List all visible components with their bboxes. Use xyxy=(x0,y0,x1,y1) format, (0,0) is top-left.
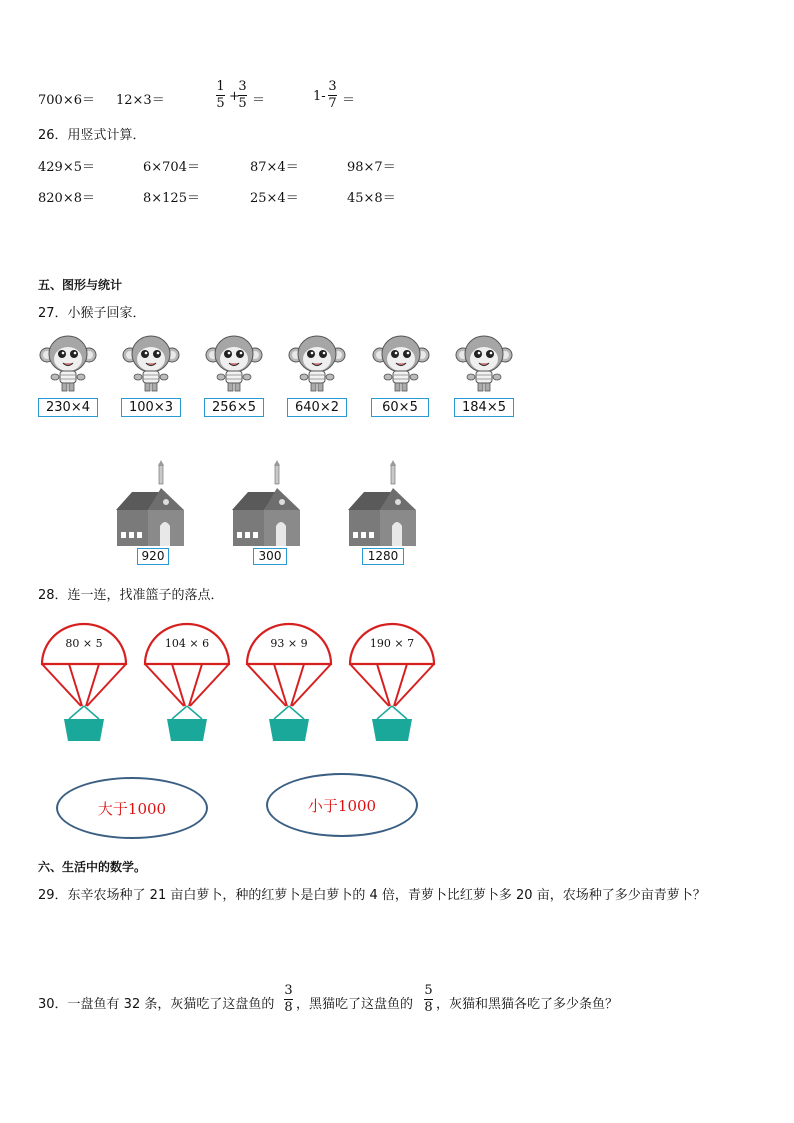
fraction-1-5: 1 5 xyxy=(216,79,225,111)
q26-expr: 6×704＝ xyxy=(143,160,200,175)
question-30-part2: ，黑猫吃了这盘鱼的 xyxy=(296,997,414,1012)
equals-sign: ＝ xyxy=(342,93,356,108)
oval-label: 小于1000 xyxy=(307,796,377,815)
monkey-expression-box[interactable]: 256×5 xyxy=(204,398,264,417)
fraction-3-8: 3 8 xyxy=(284,983,293,1015)
monkey-expression-box[interactable]: 230×4 xyxy=(38,398,98,417)
house-icon xyxy=(114,460,188,548)
q26-expr: 87×4＝ xyxy=(250,160,299,175)
fraction-3-5: 3 5 xyxy=(238,79,247,111)
house-icon xyxy=(346,460,420,548)
q26-expr: 45×8＝ xyxy=(347,191,396,206)
house-value-box[interactable]: 1280 xyxy=(362,548,404,565)
monkey-icon xyxy=(204,333,264,395)
fraction-3-7: 3 7 xyxy=(328,79,337,111)
monkey-expression-box[interactable]: 640×2 xyxy=(287,398,347,417)
house-value-box[interactable]: 300 xyxy=(253,548,287,565)
fraction-5-8: 5 8 xyxy=(424,983,433,1015)
monkey-expression-box[interactable]: 60×5 xyxy=(371,398,429,417)
oval-less-than-1000[interactable] xyxy=(266,773,418,837)
question-28-title: 28．连一连，找准篮子的落点． xyxy=(38,588,224,603)
q26-expr: 820×8＝ xyxy=(38,191,95,206)
q26-expr: 429×5＝ xyxy=(38,160,95,175)
question-30-part1: 30．一盘鱼有 32 条，灰猫吃了这盘鱼的 xyxy=(38,997,275,1012)
parachute-expression: 93 × 9 xyxy=(270,637,308,650)
one-minus: 1- xyxy=(313,89,326,104)
oval-label: 大于1000 xyxy=(97,799,167,818)
question-29-text: 29．东辛农场种了 21 亩白萝卜，种的红萝卜是白萝卜的 4 倍，青萝卜比红萝卜多 20 亩，农场种了多少亩青萝卜？ xyxy=(38,888,706,903)
house-icon xyxy=(230,460,304,548)
oval-greater-than-1000[interactable] xyxy=(56,777,208,839)
parachute-expression: 80 × 5 xyxy=(65,637,103,650)
section-6-heading: 六、生活中的数学。 xyxy=(38,860,147,874)
parachute-expression: 190 × 7 xyxy=(369,637,415,650)
monkey-expression-box[interactable]: 184×5 xyxy=(454,398,514,417)
section-5-heading: 五、图形与统计 xyxy=(38,278,123,292)
house-value-box[interactable]: 920 xyxy=(137,548,169,565)
question-27-title: 27．小猴子回家． xyxy=(38,306,146,321)
q26-expr: 8×125＝ xyxy=(143,191,200,206)
equals-sign: ＝ xyxy=(252,93,266,108)
monkey-icon xyxy=(38,333,98,395)
parachute-expression: 104 × 6 xyxy=(164,637,210,650)
monkey-icon xyxy=(287,333,347,395)
q26-expr: 25×4＝ xyxy=(250,191,299,206)
expr-12x3: 12×3＝ xyxy=(116,93,165,108)
expr-700x6: 700×6＝ xyxy=(38,93,95,108)
question-26-title: 26．用竖式计算． xyxy=(38,128,146,143)
question-30-part3: ，灰猫和黑猫各吃了多少条鱼？ xyxy=(436,997,619,1012)
monkey-icon xyxy=(454,333,514,395)
q26-expr: 98×7＝ xyxy=(347,160,396,175)
monkey-icon xyxy=(371,333,431,395)
monkey-expression-box[interactable]: 100×3 xyxy=(121,398,181,417)
monkey-icon xyxy=(121,333,181,395)
plus-sign: + xyxy=(229,89,240,104)
